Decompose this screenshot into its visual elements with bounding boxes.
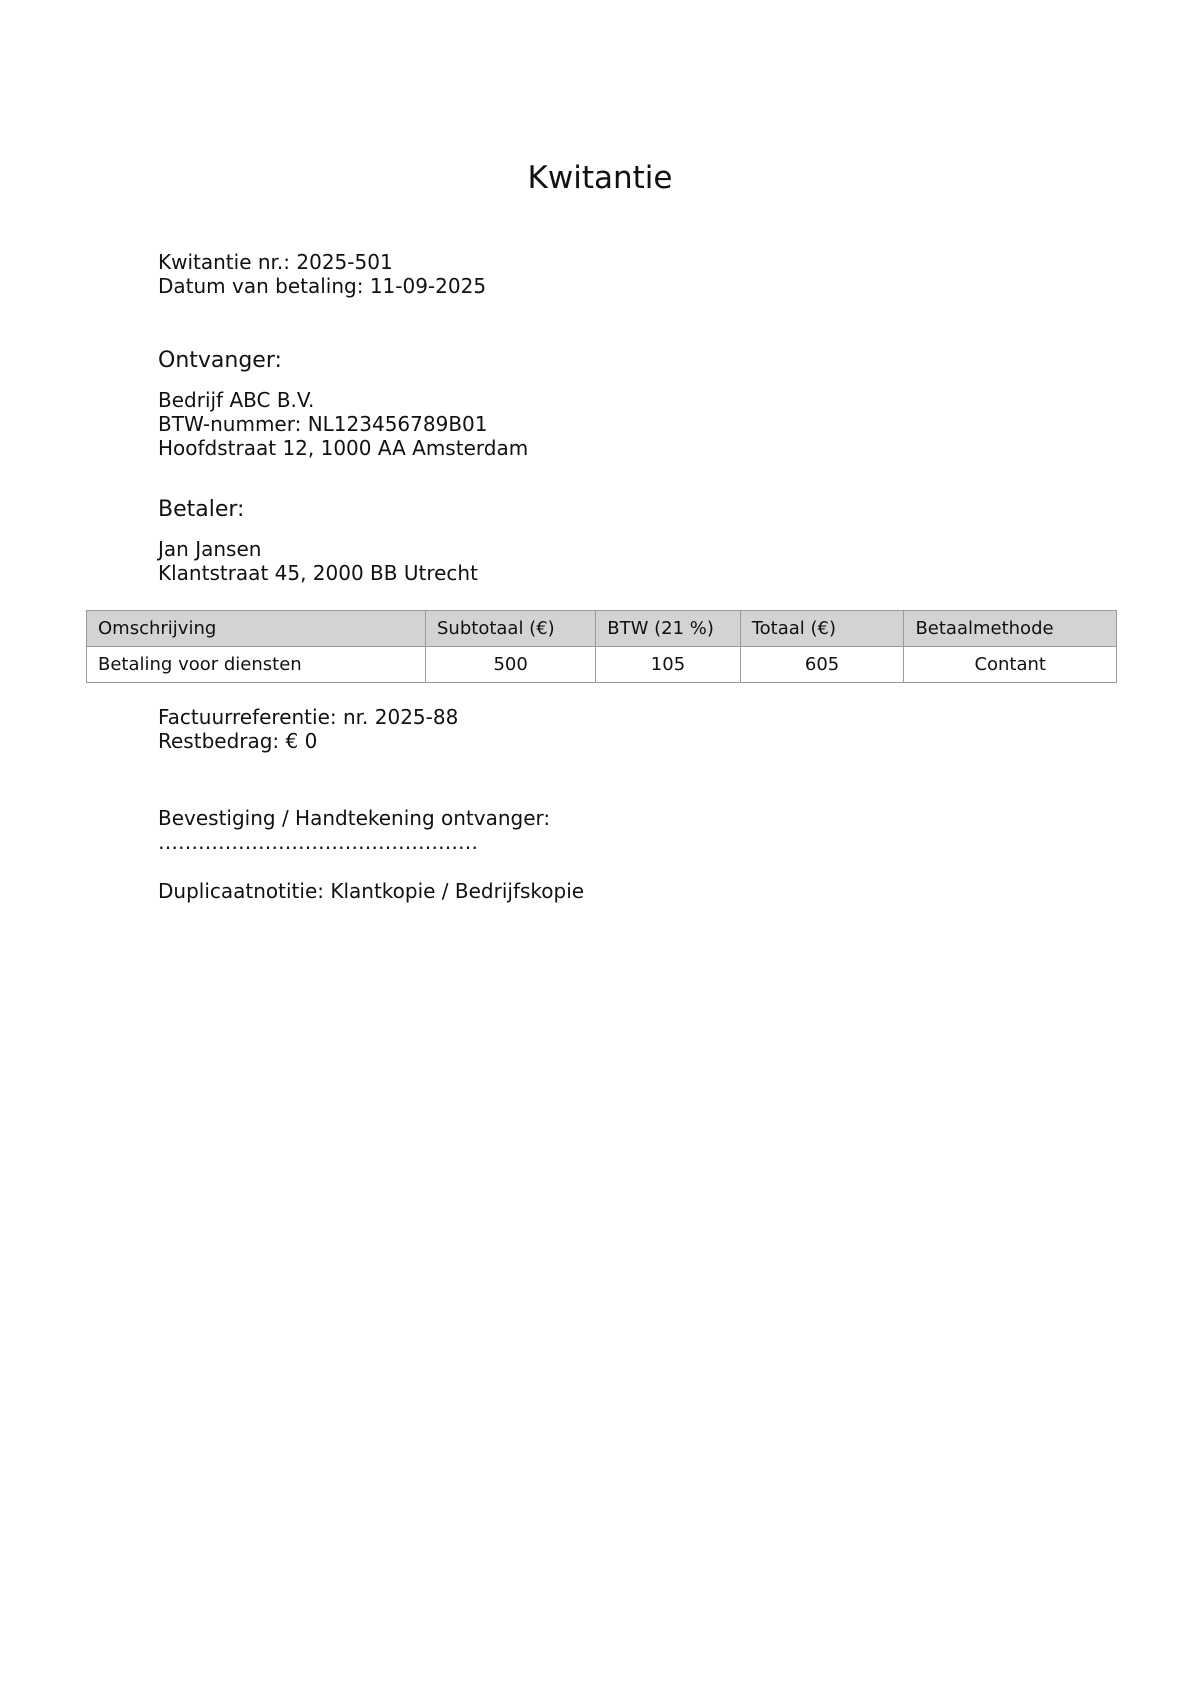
payer-address: Klantstraat 45, 2000 BB Utrecht bbox=[158, 561, 478, 585]
recipient-address: Hoofdstraat 12, 1000 AA Amsterdam bbox=[158, 436, 529, 460]
payment-summary bbox=[158, 705, 458, 753]
table-row bbox=[87, 647, 1117, 683]
table-header-row bbox=[87, 611, 1117, 647]
invoice-reference: Factuurreferentie: nr. 2025-88 bbox=[158, 705, 459, 729]
document-title: Kwitantie bbox=[527, 160, 673, 196]
cell-vat: 105 bbox=[596, 647, 740, 683]
column-header-total: Totaal (€) bbox=[740, 611, 904, 647]
signature-line: ………………………………………… bbox=[158, 830, 478, 854]
payer-name: Jan Jansen bbox=[158, 537, 262, 561]
recipient-heading: Ontvanger: bbox=[158, 348, 282, 373]
cell-payment-method: Contant bbox=[904, 647, 1117, 683]
cell-subtotal: 500 bbox=[426, 647, 596, 683]
duplicate-note: Duplicaatnotitie: Klantkopie / Bedrijfskopie bbox=[158, 879, 585, 903]
payment-date: Datum van betaling: 11-09-2025 bbox=[158, 274, 487, 298]
column-header-vat: BTW (21 %) bbox=[596, 611, 740, 647]
payer-details bbox=[158, 537, 478, 585]
remaining-amount: Restbedrag: € 0 bbox=[158, 729, 318, 753]
column-header-payment-method: Betaalmethode bbox=[904, 611, 1117, 647]
column-header-description: Omschrijving bbox=[87, 611, 426, 647]
receipt-meta bbox=[158, 250, 486, 298]
signature-section bbox=[158, 806, 550, 854]
recipient-name: Bedrijf ABC B.V. bbox=[158, 388, 315, 412]
payer-heading: Betaler: bbox=[158, 497, 245, 522]
cell-total: 605 bbox=[740, 647, 904, 683]
payment-table bbox=[86, 610, 1117, 683]
confirmation-label: Bevestiging / Handtekening ontvanger: bbox=[158, 806, 551, 830]
recipient-vat-number: BTW-nummer: NL123456789B01 bbox=[158, 412, 488, 436]
column-header-subtotal: Subtotaal (€) bbox=[426, 611, 596, 647]
recipient-details bbox=[158, 388, 528, 460]
cell-description: Betaling voor diensten bbox=[87, 647, 426, 683]
receipt-number: Kwitantie nr.: 2025-501 bbox=[158, 250, 393, 274]
